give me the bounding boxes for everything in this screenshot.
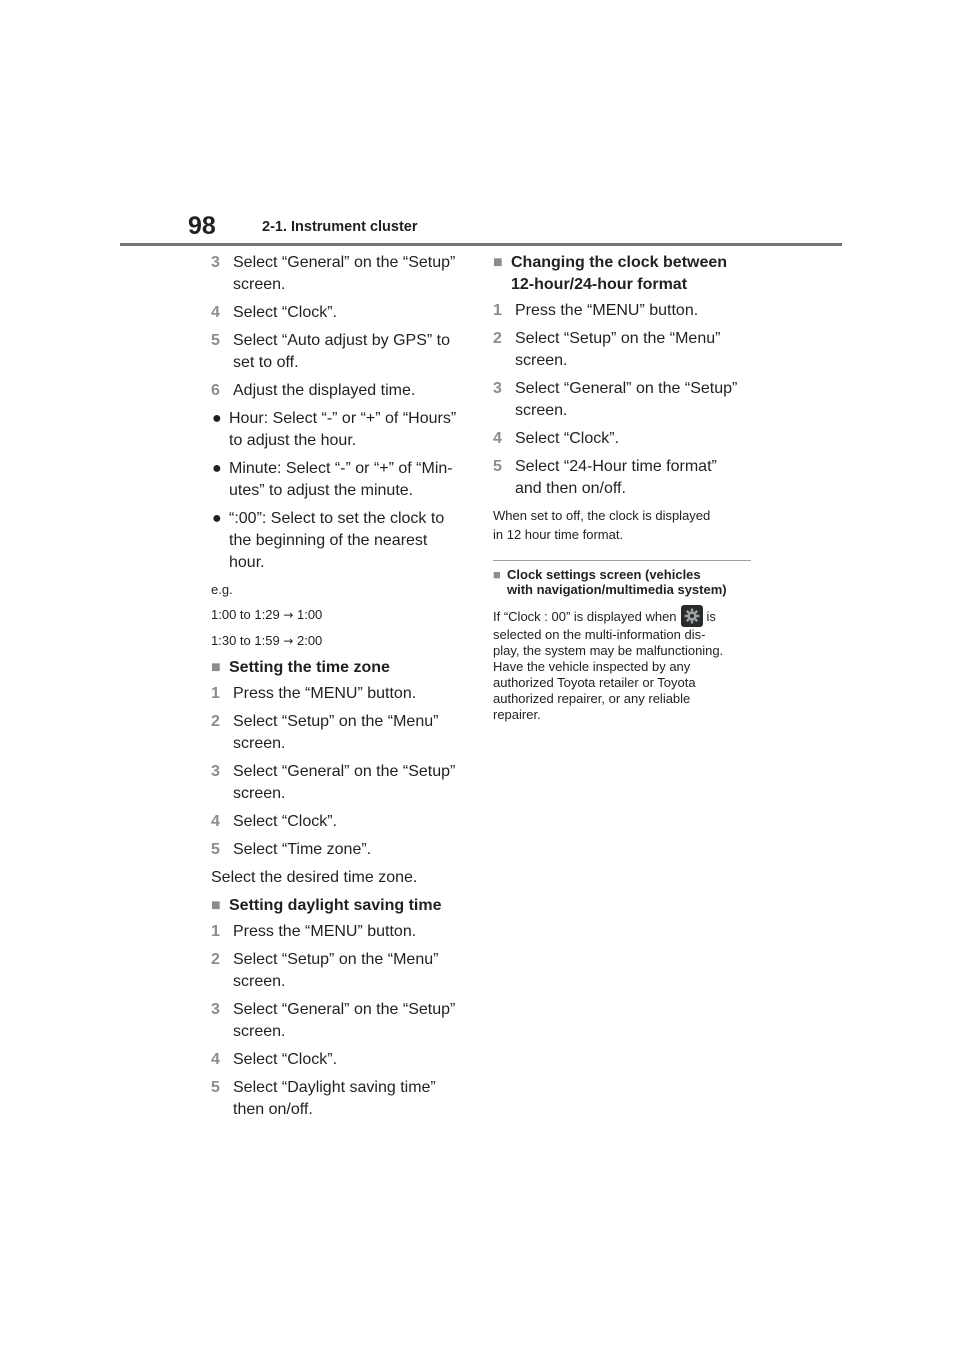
note-heading (493, 567, 751, 597)
subsection-heading (493, 252, 751, 296)
example-label: e.g. (211, 582, 233, 597)
step-item (211, 761, 469, 805)
step-text: Select “Clock”. (515, 430, 620, 447)
step-text: Press the “MENU” button. (233, 685, 417, 702)
step-item (493, 378, 751, 422)
page-header (0, 0, 960, 250)
note-divider (493, 560, 751, 561)
header-rule (120, 243, 842, 246)
step-text: Press the “MENU” button. (233, 923, 417, 940)
step-item (493, 428, 751, 450)
step-number: 4 (211, 1051, 220, 1068)
subsection-title: Setting daylight saving time (229, 897, 442, 914)
step-number: 2 (211, 713, 220, 730)
step-text: Select “Time zone”. (233, 841, 372, 858)
step-number: 3 (211, 254, 220, 271)
step-text: Select “Setup” on the “Menu” (233, 951, 439, 968)
note-text: authorized repairer, or any reliable (493, 691, 691, 706)
step-text: Select “Clock”. (233, 1051, 338, 1068)
step-item (211, 380, 469, 402)
step-item (211, 811, 469, 833)
step-item (211, 302, 469, 324)
square-bullet-icon: ■ (493, 254, 503, 271)
note-text: Have the vehicle inspected by any (493, 659, 691, 674)
format-note (493, 506, 751, 544)
step-number: 4 (493, 430, 502, 447)
step-text: Select “Clock”. (233, 813, 338, 830)
left-column (211, 252, 469, 1127)
gear-icon (681, 605, 703, 627)
subsection-heading (211, 657, 469, 679)
example-from: 1:00 to 1:29 (211, 607, 280, 622)
section-title: 2-1. Instrument cluster (262, 219, 418, 235)
bullet-text: to adjust the hour. (229, 432, 357, 449)
subsection-title: Setting the time zone (229, 659, 390, 676)
note-body (493, 605, 751, 723)
subsection-heading (211, 895, 469, 917)
step-text: screen. (233, 276, 286, 293)
note-text: play, the system may be malfunctioning. (493, 643, 724, 658)
step-text: Select “Setup” on the “Menu” (515, 330, 721, 347)
step-item (211, 1049, 469, 1071)
step-number: 3 (493, 380, 502, 397)
step-text: screen. (515, 402, 568, 419)
square-bullet-icon: ■ (211, 897, 221, 914)
bullet-dot-icon: ● (212, 410, 222, 427)
step-text: then on/off. (233, 1101, 313, 1118)
step-item (211, 999, 469, 1043)
page-number: 98 (188, 212, 216, 240)
step-text: screen. (515, 352, 568, 369)
step-number: 5 (493, 458, 502, 475)
bullet-dot-icon: ● (212, 460, 222, 477)
step-number: 3 (211, 763, 220, 780)
right-column (493, 252, 751, 723)
step-number: 3 (211, 1001, 220, 1018)
step-text: Adjust the displayed time. (233, 382, 416, 399)
step-item (493, 328, 751, 372)
step-text: Select “24-Hour time format” (515, 458, 717, 475)
step-item (211, 1077, 469, 1121)
timezone-note: Select the desired time zone. (211, 869, 418, 886)
bullet-item (211, 408, 469, 452)
bullet-text: hour. (229, 554, 265, 571)
step-text: Select “Auto adjust by GPS” to (233, 332, 450, 349)
step-text: Press the “MENU” button. (515, 302, 699, 319)
note-text: selected on the multi-information dis- (493, 627, 706, 642)
example-line (211, 605, 469, 625)
step-number: 6 (211, 382, 220, 399)
example-to: 1:00 (296, 607, 323, 622)
step-number: 1 (211, 923, 220, 940)
bullet-item (211, 458, 469, 502)
step-item (211, 921, 469, 943)
bullet-dot-icon: ● (212, 510, 222, 527)
step-text: Select “Daylight saving time” (233, 1079, 436, 1096)
step-number: 2 (211, 951, 220, 968)
step-number: 5 (211, 332, 220, 349)
step-item (211, 683, 469, 705)
bullet-text: utes” to adjust the minute. (229, 482, 414, 499)
note-text: repairer. (493, 707, 541, 722)
step-text: Select “General” on the “Setup” (515, 380, 738, 397)
note-text: is (706, 609, 716, 624)
format-note-line: in 12 hour time format. (493, 527, 624, 542)
example-line (211, 631, 469, 651)
bullet-text: the beginning of the nearest (229, 532, 428, 549)
step-number: 5 (211, 841, 220, 858)
step-number: 2 (493, 330, 502, 347)
step-item (211, 949, 469, 993)
step-number: 5 (211, 1079, 220, 1096)
format-note-line: When set to off, the clock is displayed (493, 508, 711, 523)
note-text: If “Clock : 00” is displayed when (493, 609, 677, 624)
step-item (211, 252, 469, 296)
step-item (493, 456, 751, 500)
step-text: screen. (233, 785, 286, 802)
step-item (211, 711, 469, 755)
step-number: 4 (211, 813, 220, 830)
square-bullet-icon: ■ (211, 659, 221, 676)
note-title: with navigation/multimedia system) (507, 582, 727, 597)
step-text: screen. (233, 735, 286, 752)
example-from: 1:30 to 1:59 (211, 633, 280, 648)
note-text: authorized Toyota retailer or Toyota (493, 675, 696, 690)
step-number: 4 (211, 304, 220, 321)
arrow-right-icon: → (283, 608, 294, 622)
subsection-title: Changing the clock between (511, 254, 728, 271)
step-text: set to off. (233, 354, 299, 371)
step-text: Select “Clock”. (233, 304, 338, 321)
bullet-text: “:00”: Select to set the clock to (229, 510, 445, 527)
bullet-text: Hour: Select “-” or “+” of “Hours” (229, 410, 457, 427)
arrow-right-icon: → (283, 634, 294, 648)
step-number: 1 (211, 685, 220, 702)
step-number: 1 (493, 302, 502, 319)
step-item (211, 839, 469, 861)
step-text: Select “General” on the “Setup” (233, 254, 456, 271)
bullet-text: Minute: Select “-” or “+” of “Min- (229, 460, 453, 477)
step-text: screen. (233, 973, 286, 990)
example-to: 2:00 (296, 633, 323, 648)
subsection-title: 12-hour/24-hour format (511, 276, 688, 293)
step-item (493, 300, 751, 322)
bullet-item (211, 508, 469, 574)
step-text: and then on/off. (515, 480, 626, 497)
step-item (211, 330, 469, 374)
step-text: Select “General” on the “Setup” (233, 763, 456, 780)
step-text: Select “General” on the “Setup” (233, 1001, 456, 1018)
square-bullet-icon: ■ (493, 567, 501, 582)
step-text: Select “Setup” on the “Menu” (233, 713, 439, 730)
note-title: Clock settings screen (vehicles (507, 567, 701, 582)
step-text: screen. (233, 1023, 286, 1040)
